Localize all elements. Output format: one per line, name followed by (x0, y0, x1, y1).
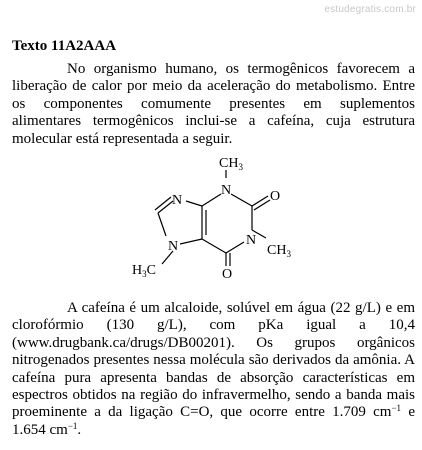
bond-n-imid-bottom-junction (180, 239, 202, 244)
caffeine-structure-diagram (118, 152, 318, 292)
caffeine-paragraph (12, 300, 415, 439)
atom-n-imidazole-bottom: N (168, 239, 179, 254)
bond-co-top-1 (252, 196, 268, 206)
atom-h3c: $H_3C$ (132, 263, 156, 279)
bond-n-c-top-left (202, 194, 221, 206)
bond-n-c-carbonyl-top (231, 194, 252, 206)
atom-n-imidazole-top: N (172, 193, 183, 208)
atom-o-right: O (270, 189, 281, 204)
atom-n-right: N (246, 233, 257, 248)
atom-ch3-right: $CH_3$ (267, 243, 291, 259)
caffeine-paragraph-end: . (77, 421, 82, 438)
bond-co-top-2 (254, 200, 270, 210)
atom-o-bottom: O (222, 267, 233, 282)
unit-exponent-1: −1 (391, 403, 402, 414)
watermark: estudegratis.com.br (324, 4, 416, 15)
text-title: Texto 11A2AAA (12, 38, 117, 54)
caffeine-paragraph-text: A cafeína é um alcaloide, solúvel em água (22 g/L) e em clorofórmio (130 g/L), com pKa igual a 10,4 (www.drugbank.ca/drugs/DB00201). Os grupos orgânicos nitrogenados presentes nessa molécula são derivados da amônia. A cafeína pura apresenta bandas de absorção características em espectros obtidos na região do infravermelho, sendo a banda mais proeminente a da ligação C=O, que ocorre entre 1.709 cm (12, 300, 415, 421)
unit-exponent-2: −1 (67, 420, 78, 431)
bond-n-imid-top-ch-double (155, 197, 171, 210)
atom-n-top: N (221, 183, 232, 198)
atom-ch3-top: $CH_3$ (219, 156, 243, 172)
bond-c-n-imid-top (186, 201, 202, 206)
bond-ch-n-imid-bottom (158, 213, 166, 236)
bond-c-bottom-c-junction (202, 239, 226, 253)
bond-n-imid-top-ch (158, 201, 173, 213)
intro-paragraph: No organismo humano, os termogênicos favorecem a liberação de calor por meio da aceleração do metabolismo. Entre os componentes comumente presentes em suplementos alimentares termogênicos inclui-se a cafeína, cuja estrutura molecular está representada a seguir. (12, 61, 415, 147)
bond-n-right-c-bottom (226, 242, 244, 253)
caffeine-paragraph-connector: e 1.654 cm (12, 404, 415, 438)
